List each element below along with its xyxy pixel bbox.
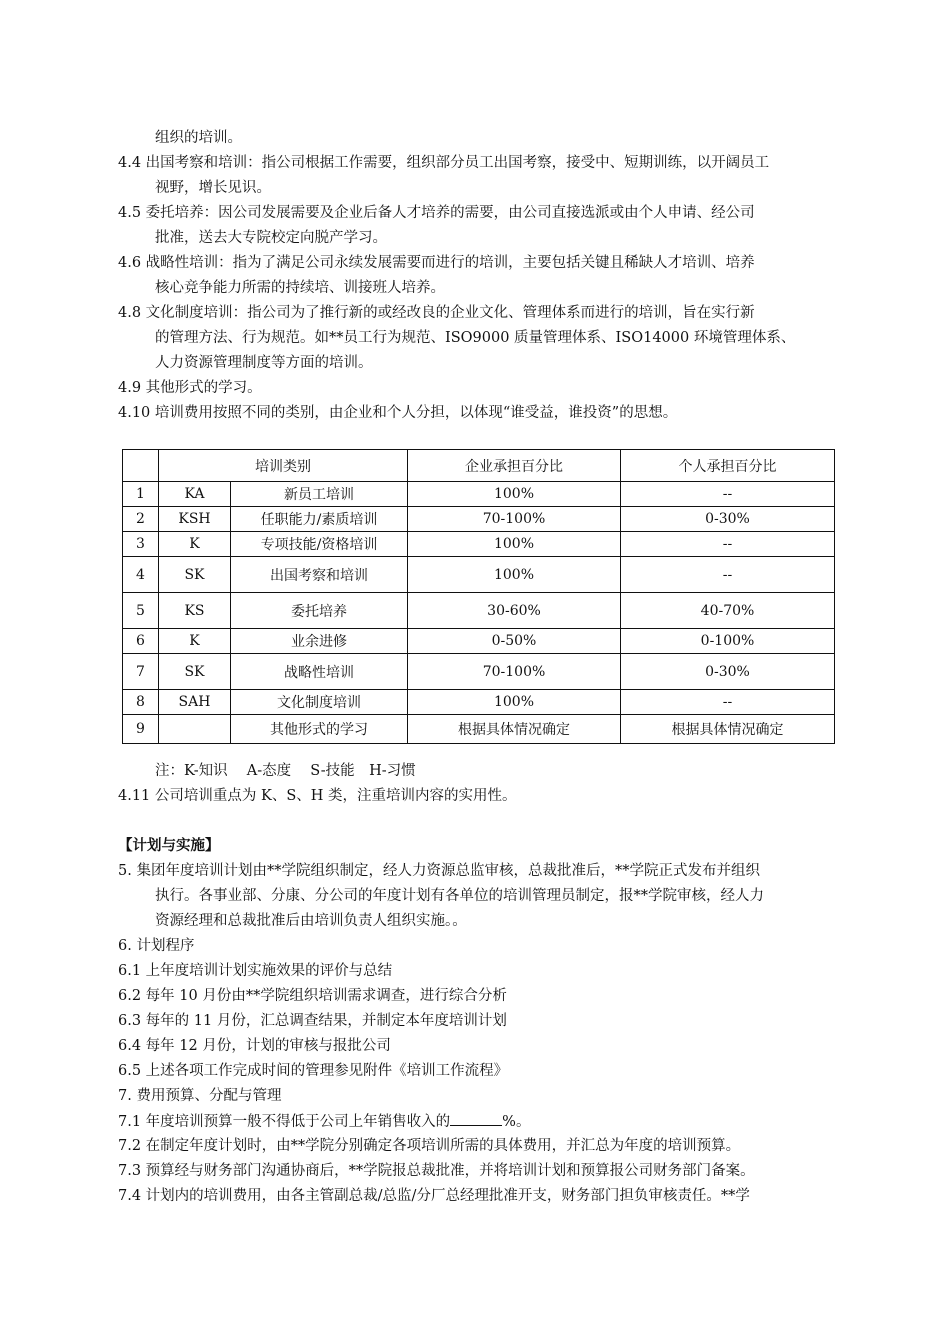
cell-name: 其他形式的学习 xyxy=(231,715,408,744)
cell-name: 文化制度培训 xyxy=(231,690,408,715)
paragraph-line: 【计划与实施】 xyxy=(118,838,220,854)
table-row xyxy=(123,690,835,715)
paragraph-line: 6.5 上述各项工作完成时间的管理参见附件《培训工作流程》 xyxy=(118,1063,509,1079)
paragraph-7-1 xyxy=(118,1111,530,1132)
paragraph-line: 7. 费用预算、分配与管理 xyxy=(118,1088,282,1104)
cell-no: 9 xyxy=(123,715,159,744)
cell-no: 3 xyxy=(123,532,159,557)
cell-name: 新员工培训 xyxy=(231,482,408,507)
header-company-share: 企业承担百分比 xyxy=(408,450,621,482)
paragraph-line: 执行。各事业部、分康、分公司的年度计划有各单位的培训管理员制定，报**学院审核，经人力 xyxy=(155,888,764,904)
cell-code xyxy=(159,715,231,744)
cell-code: KSH xyxy=(159,507,231,532)
cell-company: 根据具体情况确定 xyxy=(408,715,621,744)
cell-name: 业余进修 xyxy=(231,629,408,654)
cell-code: K xyxy=(159,532,231,557)
header-personal-share: 个人承担百分比 xyxy=(621,450,835,482)
paragraph-line: 7.3 预算经与财务部门沟通协商后，**学院报总裁批准，并将培训计划和预算报公司财务部门备案。 xyxy=(118,1163,755,1179)
cell-personal: 0-30% xyxy=(621,507,835,532)
paragraph-line: 人力资源管理制度等方面的培训。 xyxy=(155,355,373,371)
cell-personal: -- xyxy=(621,482,835,507)
paragraph-line: 6.4 每年 12 月份，计划的审核与报批公司 xyxy=(118,1038,391,1054)
cell-no: 4 xyxy=(123,557,159,593)
cell-company: 100% xyxy=(408,482,621,507)
paragraph-line: 资源经理和总裁批准后由培训负责人组织实施。。 xyxy=(155,913,467,929)
paragraph-line: 6.3 每年的 11 月份，汇总调查结果，并制定本年度培训计划 xyxy=(118,1013,507,1029)
paragraph-line: 注：K-知识 A-态度 S-技能 H-习惯 xyxy=(155,763,416,779)
cell-personal: 40-70% xyxy=(621,593,835,629)
cell-no: 7 xyxy=(123,654,159,690)
cell-company: 70-100% xyxy=(408,507,621,532)
cell-code: SAH xyxy=(159,690,231,715)
table-header-row xyxy=(123,450,835,482)
cell-name: 出国考察和培训 xyxy=(231,557,408,593)
cell-name: 战略性培训 xyxy=(231,654,408,690)
paragraph-line: 6. 计划程序 xyxy=(118,938,195,954)
cell-company: 100% xyxy=(408,690,621,715)
cell-personal: -- xyxy=(621,532,835,557)
cell-code: SK xyxy=(159,654,231,690)
cell-no: 8 xyxy=(123,690,159,715)
cell-personal: 根据具体情况确定 xyxy=(621,715,835,744)
cell-no: 5 xyxy=(123,593,159,629)
budget-text: 7.1 年度培训预算一般不得低于公司上年销售收入的 xyxy=(118,1114,451,1130)
table-row xyxy=(123,557,835,593)
paragraph-line: 5. 集团年度培训计划由**学院组织制定，经人力资源总监审核，总裁批准后，**学院正式发布并组织 xyxy=(118,863,760,879)
cell-personal: 0-30% xyxy=(621,654,835,690)
cell-name: 委托培养 xyxy=(231,593,408,629)
header-category: 培训类别 xyxy=(159,450,408,482)
paragraph-line: 6.2 每年 10 月份由**学院组织培训需求调查，进行综合分析 xyxy=(118,988,507,1004)
paragraph-line: 核心竞争能力所需的持续培、训接班人培养。 xyxy=(155,280,445,296)
paragraph-line: 6.1 上年度培训计划实施效果的评价与总结 xyxy=(118,963,393,979)
table-row xyxy=(123,532,835,557)
budget-blank-underline xyxy=(450,1111,502,1126)
table-row xyxy=(123,715,835,744)
paragraph-line: 7.2 在制定年度计划时，由**学院分别确定各项培训所需的具体费用，并汇总为年度的培训预算。 xyxy=(118,1138,741,1154)
paragraph-line: 4.9 其他形式的学习。 xyxy=(118,380,262,396)
table-row xyxy=(123,629,835,654)
paragraph-line: 4.5 委托培养：因公司发展需要及企业后备人才培养的需要，由公司直接选派或由个人申请、经公司 xyxy=(118,205,755,221)
cell-name: 任职能力/素质培训 xyxy=(231,507,408,532)
paragraph-line: 4.8 文化制度培训：指公司为了推行新的或经改良的企业文化、管理体系而进行的培训，旨在实行新 xyxy=(118,305,755,321)
paragraph-line: 的管理方法、行为规范。如**员工行为规范、ISO9000 质量管理体系、ISO14000 环境管理体系、 xyxy=(155,330,796,346)
cell-company: 100% xyxy=(408,557,621,593)
table-row xyxy=(123,482,835,507)
cell-code: SK xyxy=(159,557,231,593)
paragraph-line: 组织的培训。 xyxy=(155,130,242,146)
cell-company: 70-100% xyxy=(408,654,621,690)
table-row xyxy=(123,507,835,532)
table-body xyxy=(123,482,835,744)
paragraph-line: 4.6 战略性培训：指为了满足公司永续发展需要而进行的培训，主要包括关键且稀缺人才培训、培养 xyxy=(118,255,755,271)
cell-no: 2 xyxy=(123,507,159,532)
cell-name: 专项技能/资格培训 xyxy=(231,532,408,557)
paragraph-line: 7.4 计划内的培训费用，由各主管副总裁/总监/分厂总经理批准开支，财务部门担负审核责任。**学 xyxy=(118,1188,750,1204)
table-row xyxy=(123,654,835,690)
cell-company: 0-50% xyxy=(408,629,621,654)
cell-personal: 0-100% xyxy=(621,629,835,654)
training-cost-table xyxy=(122,449,835,744)
header-blank xyxy=(123,450,159,482)
paragraph-line: 批准，送去大专院校定向脱产学习。 xyxy=(155,230,387,246)
cell-personal: -- xyxy=(621,557,835,593)
paragraph-line: 4.10 培训费用按照不同的类别，由企业和个人分担，以体现“谁受益，谁投资”的思想。 xyxy=(118,405,678,421)
paragraph-line: 4.4 出国考察和培训：指公司根据工作需要，组织部分员工出国考察，接受中、短期训练，以开阔员工 xyxy=(118,155,770,171)
cell-no: 6 xyxy=(123,629,159,654)
cell-code: KA xyxy=(159,482,231,507)
cell-code: KS xyxy=(159,593,231,629)
cell-company: 30-60% xyxy=(408,593,621,629)
paragraph-line: 4.11 公司培训重点为 K、S、H 类，注重培训内容的实用性。 xyxy=(118,788,517,804)
budget-suffix: %。 xyxy=(502,1114,531,1130)
cell-company: 100% xyxy=(408,532,621,557)
cell-personal: -- xyxy=(621,690,835,715)
paragraph-line: 视野，增长见识。 xyxy=(155,180,271,196)
table-row xyxy=(123,593,835,629)
cell-no: 1 xyxy=(123,482,159,507)
cell-code: K xyxy=(159,629,231,654)
